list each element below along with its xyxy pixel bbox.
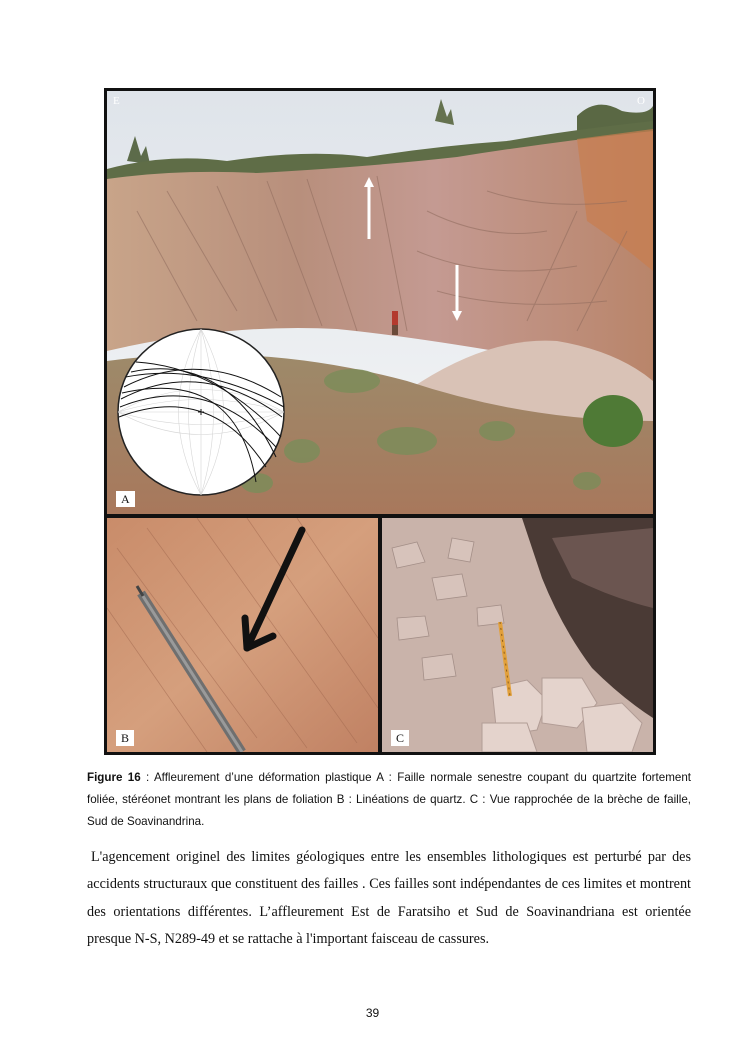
body-paragraph: L'agencement originel des limites géologiques entre les ensembles lithologiques est perturbé par des accidents structuraux que constituent des failles . Ces failles sont indépendantes de ces limites et montrent des orientations différentes. L’affleurement Est de Faratsiho et Sud de Soavinandriana est orientée presque N-S, N289-49 et se rattache à l'important faisceau de cassures. xyxy=(87,849,691,948)
figure-caption-text: : Affleurement d’une déformation plastique A : Faille normale senestre coupant du quartzite fortement foliée, stéréonet montrant les plans de foliation B : Linéations de quartz. C : Vue rapprochée de la brèche de faille, Sud de Soavinandrina. xyxy=(87,771,691,828)
photo-panel-b xyxy=(107,518,378,752)
panel-label-b: B xyxy=(116,730,134,746)
panel-label-a: A xyxy=(116,491,135,507)
figure-caption-title: Figure 16 xyxy=(87,771,141,784)
page-number: 39 xyxy=(365,1006,380,1020)
direction-label-west: O xyxy=(637,95,645,107)
figure-16 xyxy=(104,88,656,755)
photo-panel-a xyxy=(107,91,653,514)
photo-panel-c xyxy=(382,518,653,752)
panel-label-c: C xyxy=(391,730,409,746)
stereonet-icon xyxy=(116,327,286,497)
fault-breccia-photo-c xyxy=(382,518,653,752)
direction-label-east: E xyxy=(113,95,120,107)
figure-caption xyxy=(87,767,691,833)
quartz-lineation-photo-b xyxy=(107,518,378,752)
